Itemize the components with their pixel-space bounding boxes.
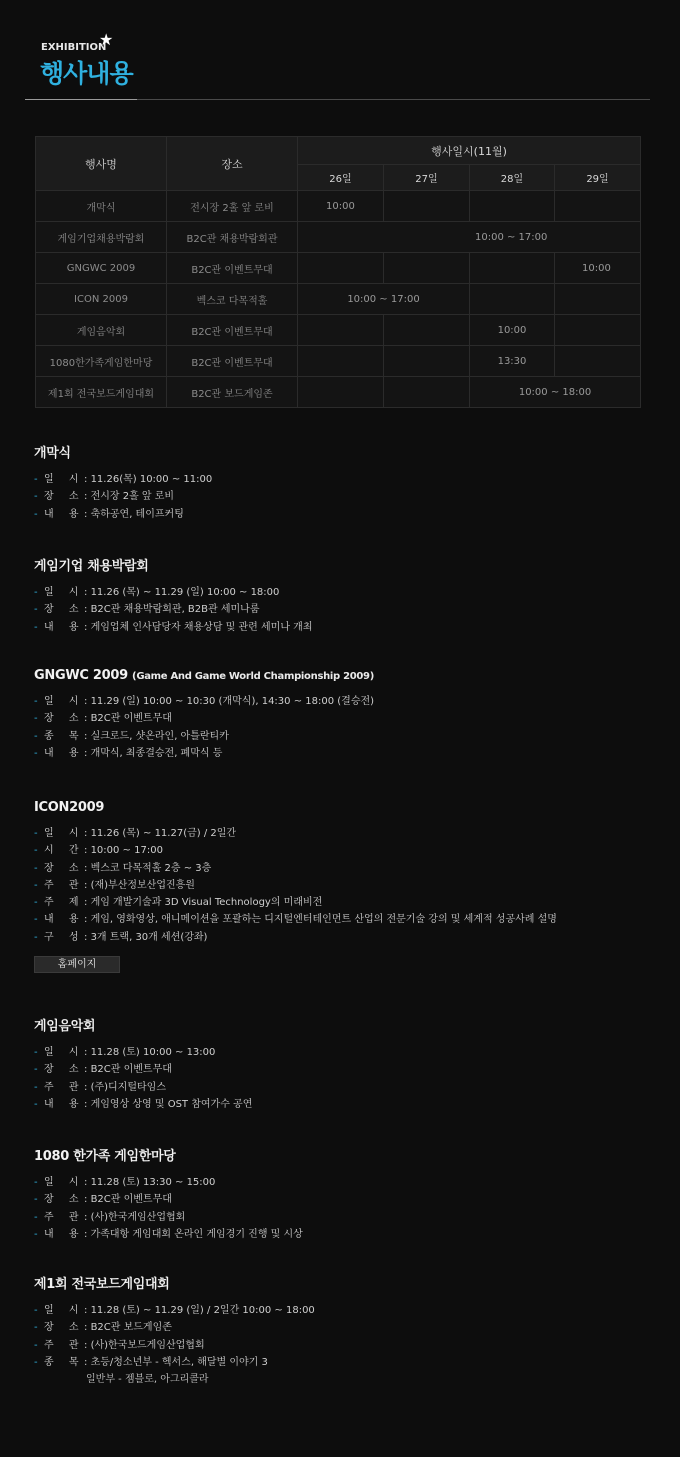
- empty-cell: [298, 377, 384, 408]
- info-row: - 내 용: 가족대항 게임대회 온라인 게임경기 진행 및 시상: [34, 1228, 303, 1240]
- info-row: - 주 관: (사)한국게임산업협회: [34, 1211, 186, 1223]
- info-row: - 주 관: (재)부산정보산업진흥원: [34, 879, 195, 891]
- event-name-cell: 개막식: [36, 191, 167, 222]
- col-header-date-group: 행사일시(11월): [298, 137, 641, 165]
- event-name-cell: 1080한가족게임한마당: [36, 346, 167, 377]
- info-row: - 내 용: 게임영상 상영 및 OST 참여가수 공연: [34, 1098, 253, 1110]
- empty-cell: [384, 253, 470, 284]
- section-title: 제1회 전국보드게임대회: [34, 1277, 170, 1292]
- event-time-cell: 10:00 ~ 17:00: [298, 222, 641, 253]
- info-row-continuation: 일반부 - 젬블로, 아그리콜라: [86, 1374, 209, 1386]
- exhibition-label: EXHIBITION: [41, 42, 107, 53]
- empty-cell: [384, 346, 470, 377]
- col-header-event: 행사명: [36, 137, 167, 191]
- event-name-cell: 게임기업채용박람회: [36, 222, 167, 253]
- section-icon2009: [34, 800, 654, 973]
- info-row: - 일 시: 11.26(목) 10:00 ~ 11:00: [34, 474, 213, 485]
- event-place-cell: B2C관 보드게임존: [167, 377, 298, 408]
- event-name-cell: ICON 2009: [36, 284, 167, 315]
- info-row: - 구 성: 3개 트랙, 30개 세션(강좌): [34, 931, 208, 943]
- section-job-fair: [34, 555, 654, 636]
- empty-cell: [555, 346, 641, 377]
- star-icon: ★: [99, 30, 114, 49]
- table-row: [36, 284, 641, 315]
- section-family-game: [34, 1145, 654, 1243]
- col-header-place: 장소: [167, 137, 298, 191]
- event-place-cell: 전시장 2홀 앞 로비: [167, 191, 298, 222]
- info-row: - 일 시: 11.28 (토) 10:00 ~ 13:00: [34, 1047, 216, 1058]
- col-header-day: 26일: [298, 165, 384, 191]
- info-row: - 주 관: (주)디지털타임스: [34, 1081, 166, 1093]
- section-title: 개막식: [34, 446, 71, 461]
- section-title: GNGWC 2009 (Game And Game World Championship 2009): [34, 668, 374, 683]
- info-row: - 장 소: 벡스코 다목적홀 2층 ~ 3층: [34, 862, 212, 874]
- section-gngwc: [34, 668, 654, 762]
- event-time-cell: 10:00: [298, 191, 384, 222]
- empty-cell: [298, 315, 384, 346]
- event-name-cell: GNGWC 2009: [36, 253, 167, 284]
- event-time-cell: 13:30: [470, 346, 555, 377]
- info-row: - 내 용: 개막식, 최종결승전, 폐막식 등: [34, 747, 223, 759]
- section-title: ICON2009: [34, 800, 105, 815]
- table-row: [36, 346, 641, 377]
- empty-cell: [555, 191, 641, 222]
- event-time-cell: 10:00: [555, 253, 641, 284]
- empty-cell: [384, 315, 470, 346]
- empty-cell: [470, 284, 555, 315]
- section-title: 게임음악회: [34, 1019, 96, 1034]
- info-row: - 내 용: 게임업체 인사담당자 채용상담 및 관련 세미나 개최: [34, 621, 313, 633]
- event-time-cell: 10:00 ~ 18:00: [470, 377, 641, 408]
- page-title: 행사내용: [40, 59, 133, 88]
- event-name-cell: 제1회 전국보드게임대회: [36, 377, 167, 408]
- event-place-cell: 벡스코 다목적홀: [167, 284, 298, 315]
- event-name-cell: 게임음악회: [36, 315, 167, 346]
- table-row: [36, 191, 641, 222]
- info-row: - 일 시: 11.29 (일) 10:00 ~ 10:30 (개막식), 14:30 ~ 18:00 (결승전): [34, 696, 375, 707]
- empty-cell: [470, 191, 555, 222]
- event-place-cell: B2C관 이벤트무대: [167, 315, 298, 346]
- info-row: - 장 소: 전시장 2홀 앞 로비: [34, 491, 175, 503]
- section-title: 게임기업 채용박람회: [34, 559, 149, 574]
- event-place-cell: B2C관 이벤트무대: [167, 253, 298, 284]
- info-row: - 주 관: (사)한국보드게임산업협회: [34, 1339, 205, 1351]
- info-row: - 일 시: 11.28 (토) ~ 11.29 (일) / 2일간 10:00 ~ 18:00: [34, 1305, 315, 1316]
- event-place-cell: B2C관 이벤트무대: [167, 346, 298, 377]
- table-row: [36, 253, 641, 284]
- info-row: - 주 제: 게임 개발기술과 3D Visual Technology의 미래비전: [34, 897, 323, 909]
- homepage-button[interactable]: 홈페이지: [34, 956, 120, 973]
- col-header-day: 28일: [470, 165, 555, 191]
- info-row: - 시 간: 10:00 ~ 17:00: [34, 845, 163, 857]
- empty-cell: [384, 191, 470, 222]
- info-row: - 장 소: B2C관 채용박람회관, B2B관 세미나룸: [34, 604, 260, 616]
- table-row: [36, 377, 641, 408]
- info-row: - 종 목: 실크로드, 샷온라인, 아틀란티카: [34, 730, 229, 742]
- event-place-cell: B2C관 채용박람회관: [167, 222, 298, 253]
- header-divider-highlight: [25, 99, 137, 100]
- info-row: - 일 시: 11.28 (토) 13:30 ~ 15:00: [34, 1177, 216, 1188]
- empty-cell: [384, 377, 470, 408]
- info-row: - 장 소: B2C관 이벤트무대: [34, 1194, 172, 1206]
- info-row: - 일 시: 11.26 (목) ~ 11.27(금) / 2일간: [34, 828, 237, 839]
- empty-cell: [298, 253, 384, 284]
- table-row: [36, 315, 641, 346]
- page-header: [0, 0, 680, 102]
- event-time-cell: 10:00 ~ 17:00: [298, 284, 470, 315]
- section-game-concert: [34, 1015, 654, 1113]
- empty-cell: [470, 253, 555, 284]
- col-header-day: 29일: [555, 165, 641, 191]
- info-row: - 내 용: 게임, 영화영상, 애니메이션을 포괄하는 디지털엔터테인먼트 산업의 전문기술 강의 및 세계적 성공사례 설명: [34, 914, 557, 926]
- empty-cell: [555, 315, 641, 346]
- info-row: - 일 시: 11.26 (목) ~ 11.29 (일) 10:00 ~ 18:00: [34, 587, 280, 598]
- info-row: - 내 용: 축하공연, 테이프커팅: [34, 508, 184, 520]
- section-board-game: [34, 1273, 654, 1388]
- col-header-day: 27일: [384, 165, 470, 191]
- info-row: - 장 소: B2C관 이벤트무대: [34, 713, 172, 725]
- section-opening-ceremony: [34, 442, 654, 523]
- event-time-cell: 10:00: [470, 315, 555, 346]
- section-title: 1080 한가족 게임한마당: [34, 1149, 176, 1164]
- info-row: - 종 목: 초등/청소년부 - 헥서스, 해달별 이야기 3: [34, 1356, 268, 1368]
- info-row: - 장 소: B2C관 보드게임존: [34, 1322, 172, 1334]
- empty-cell: [555, 284, 641, 315]
- table-row: [36, 222, 641, 253]
- schedule-table: [35, 136, 641, 408]
- empty-cell: [298, 346, 384, 377]
- info-row: - 장 소: B2C관 이벤트무대: [34, 1064, 172, 1076]
